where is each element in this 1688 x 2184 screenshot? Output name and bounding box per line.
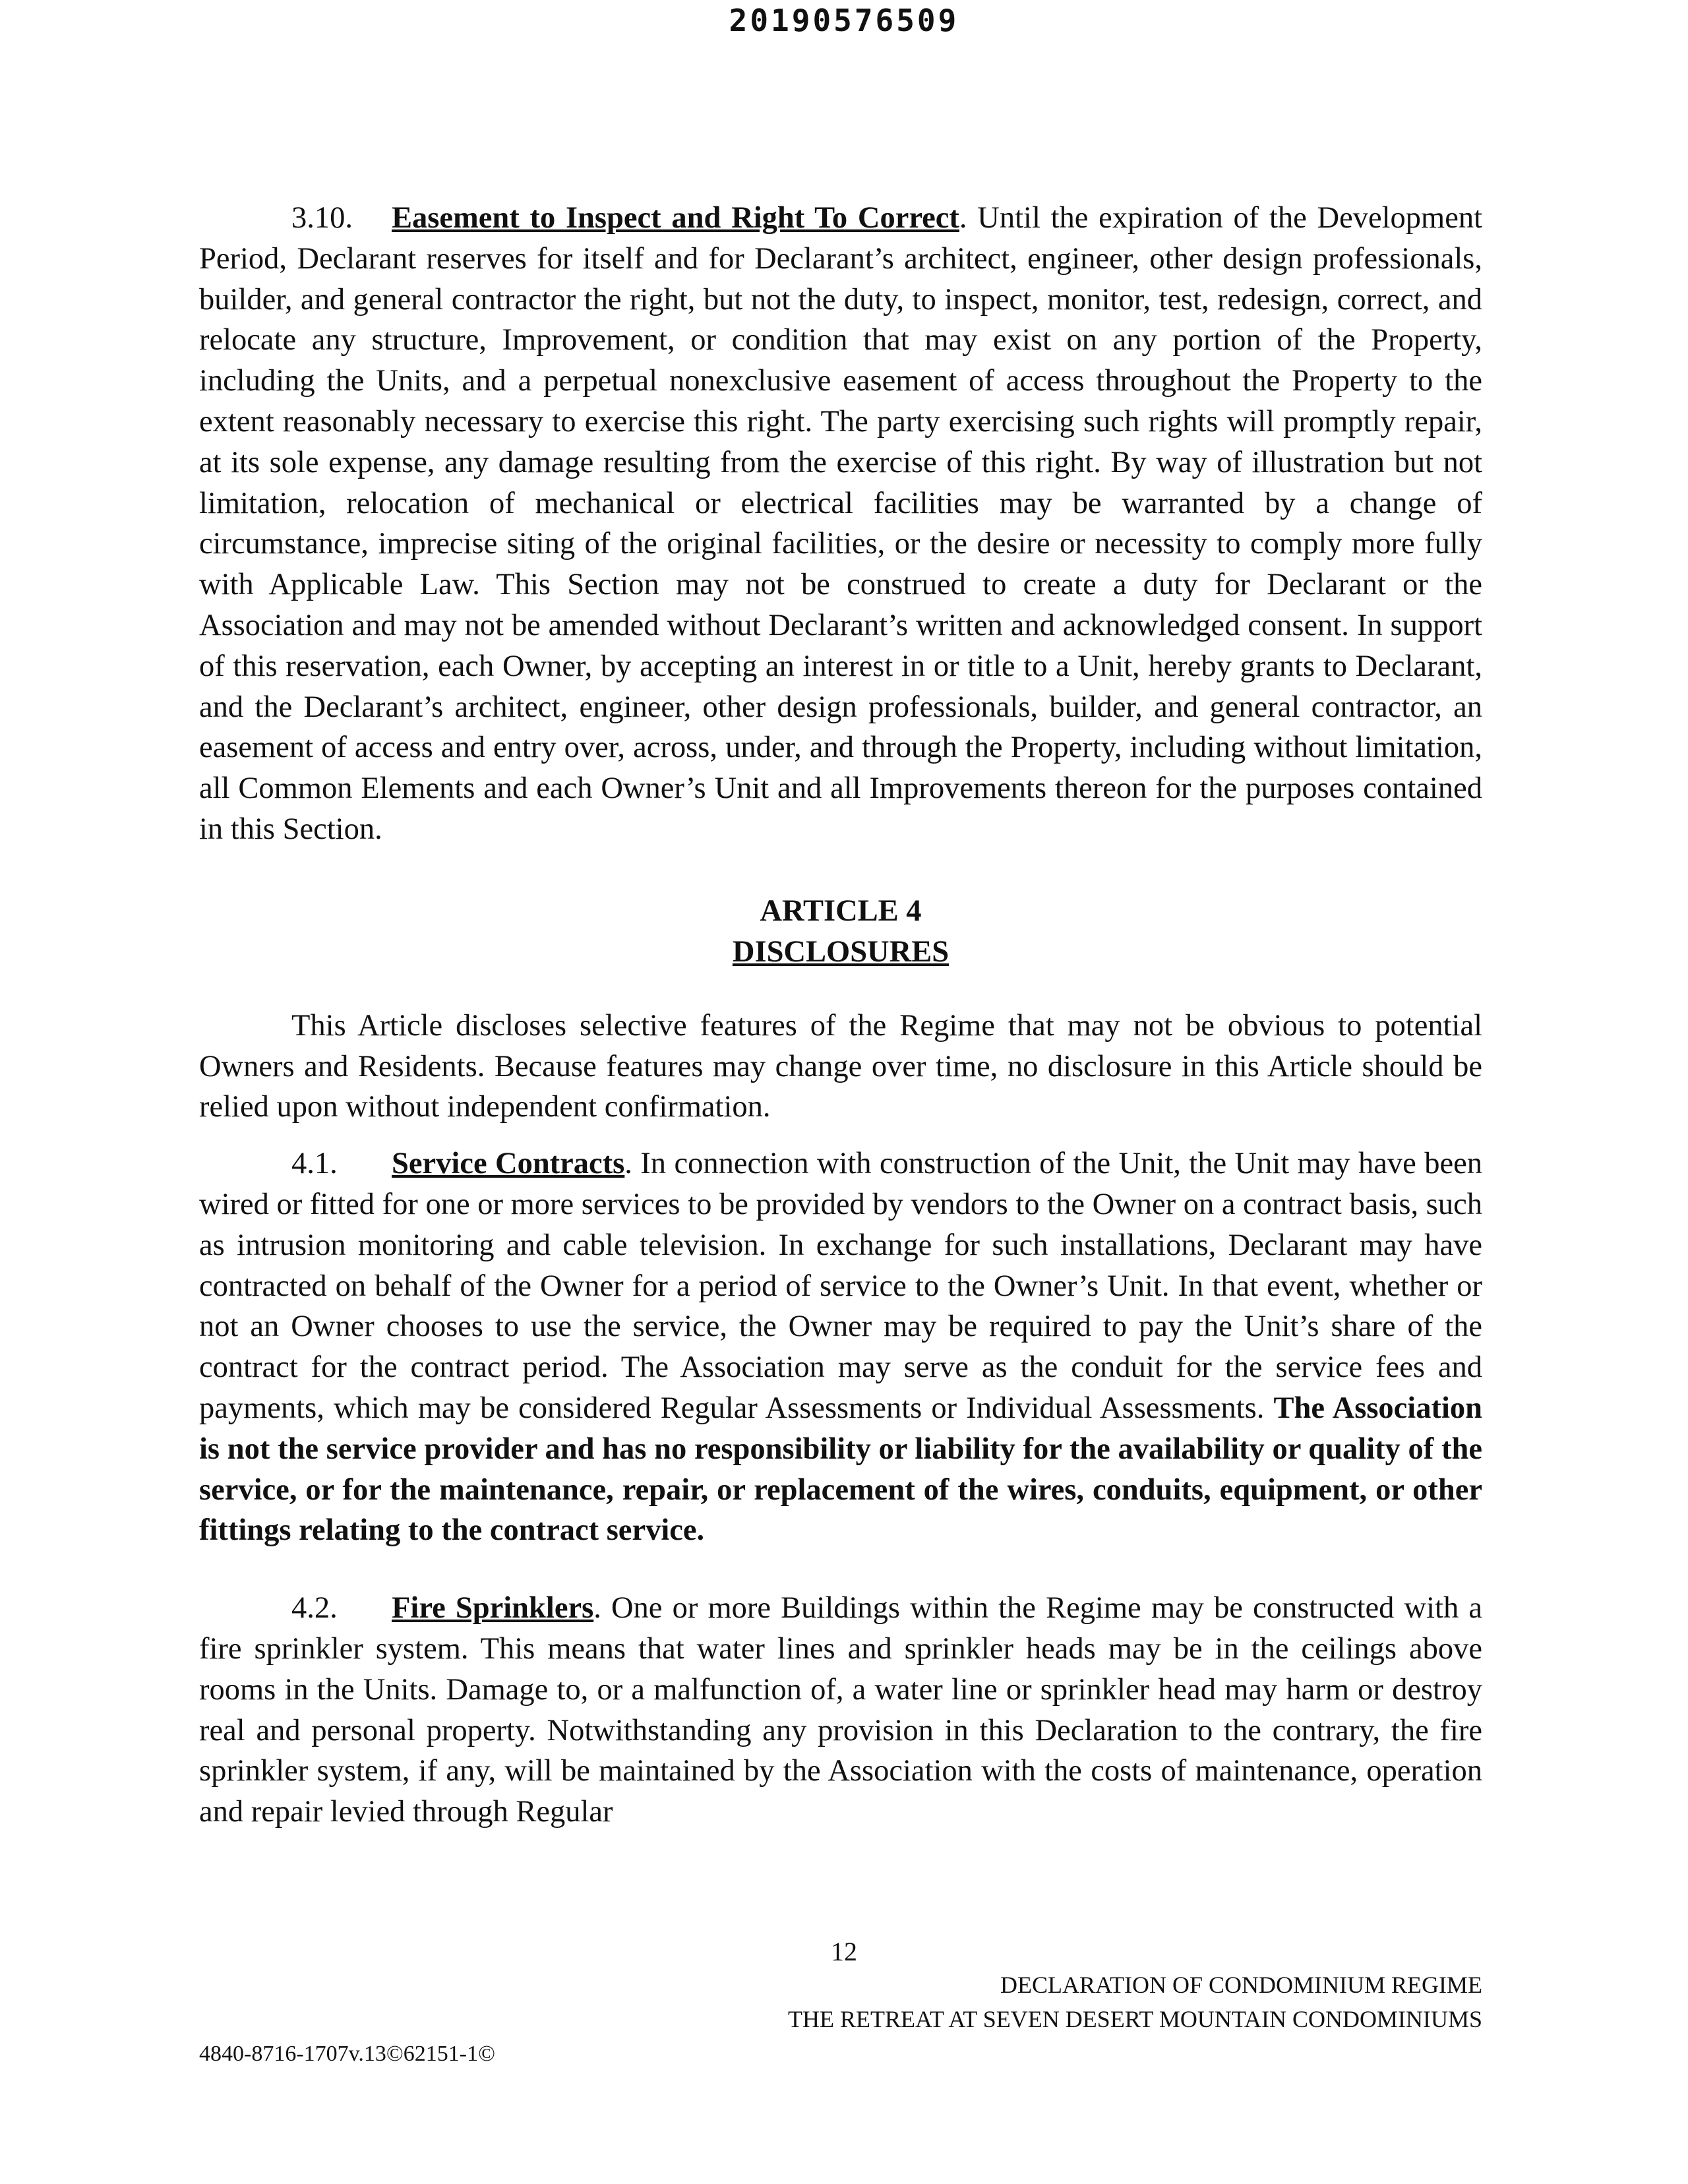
section-4-2-number: 4.2.	[291, 1591, 338, 1625]
section-3-10-heading: Easement to Inspect and Right To Correct	[392, 201, 959, 235]
article-title: DISCLOSURES	[732, 934, 950, 969]
section-4-1-text: In connection with construction of the Unit, the Unit may have been wired or fitted for one or more services to be provided by vendors to the Owner on a contract basis, such as intrusion monitoring and cable television. In exchange for such installations, Declarant may have contracted on behalf of the Owner for a period of service to the Owner’s Unit. In that event, whether or not an Owner chooses to use the service, the Owner may be required to pay the Unit’s share of the contract for the contract period. The Association may serve as the conduit for the service fees and payments, which may be considered Regular Assessments or Individual Assessments.	[199, 1147, 1482, 1425]
article-heading	[199, 891, 1482, 973]
article-intro-paragraph: This Article discloses selective features of the Regime that may not be obvious to potential Owners and Residents. Because features may change over time, no disclosure in this Article should be relied upon without independent confirmation.	[199, 1008, 1482, 1124]
section-4-1-number: 4.1.	[291, 1147, 338, 1181]
section-4-2-heading-suffix: .	[593, 1591, 601, 1625]
section-4-1-paragraph	[199, 1143, 1482, 1551]
section-4-2-text: One or more Buildings within the Regime may be constructed with a fire sprinkler system. This means that water lines and sprinkler heads may be in the ceilings above rooms in the Units. Damage to, or a malfunction of, a water line or sprinkler head may harm or destroy real and personal property. Notwithstanding any provision in this Declaration to the contrary, the fire sprinkler system, if any, will be maintained by the Association with the costs of maintenance, operation and repair levied through Regular	[199, 1591, 1482, 1829]
footer-title-line-1: DECLARATION OF CONDOMINIUM REGIME	[1000, 1972, 1482, 1998]
article-label: ARTICLE 4	[760, 894, 922, 928]
document-id: 4840-8716-1707v.13©62151-1©	[199, 2042, 495, 2066]
section-3-10-text: Until the expiration of the Development Period, Declarant reserves for itself and for Declarant’s architect, engineer, other design professionals, builder, and general contractor the right, but not the duty, to inspect, monitor, test, redesign, correct, and relocate any structure, Improvement, or condition that may exist on any portion of the Property, including the Units, and a perpetual nonexclusive easement of access throughout the Property to the extent reasonably necessary to exercise this right. The party exercising such rights will promptly repair, at its sole expense, any damage resulting from the exercise of this right. By way of illustration but not limitation, relocation of mechanical or electrical facilities may be warranted by a change of circumstance, imprecise siting of the original facilities, or the desire or necessity to comply more fully with Applicable Law. This Section may not be construed to create a duty for Declarant or the Association and may not be amended without Declarant’s written and acknowledged consent. In support of this reservation, each Owner, by accepting an interest in or title to a Unit, hereby grants to Declarant, and the Declarant’s architect, engineer, other design professionals, builder, and general contractor, an easement of access and entry over, across, under, and through the Property, including without limitation, all Common Elements and each Owner’s Unit and all Improvements thereon for the purposes contained in this Section.	[199, 201, 1483, 846]
document-body	[199, 198, 1482, 1833]
section-4-2-heading: Fire Sprinklers	[392, 1591, 594, 1625]
section-3-10-paragraph	[199, 198, 1482, 850]
section-4-1-heading: Service Contracts	[392, 1147, 625, 1181]
section-3-10-number: 3.10.	[291, 201, 353, 235]
footer-title-line-2: THE RETREAT AT SEVEN DESERT MOUNTAIN CONDOMINIUMS	[788, 2006, 1482, 2032]
recording-number: 20190576509	[729, 3, 959, 38]
section-4-2-paragraph	[199, 1588, 1482, 1833]
section-3-10-heading-suffix: .	[959, 201, 967, 235]
section-4-1-heading-suffix: .	[624, 1147, 632, 1181]
section-4-1-bold-text: The Association is not the service provider and has no responsibility or liability for the availability or quality of the service, or for the maintenance, repair, or replacement of the wires, conduits, equipment, or other fittings relating to the contract service.	[199, 1391, 1482, 1548]
page-number: 12	[831, 1937, 857, 1966]
footer-document-title	[788, 1968, 1482, 2036]
